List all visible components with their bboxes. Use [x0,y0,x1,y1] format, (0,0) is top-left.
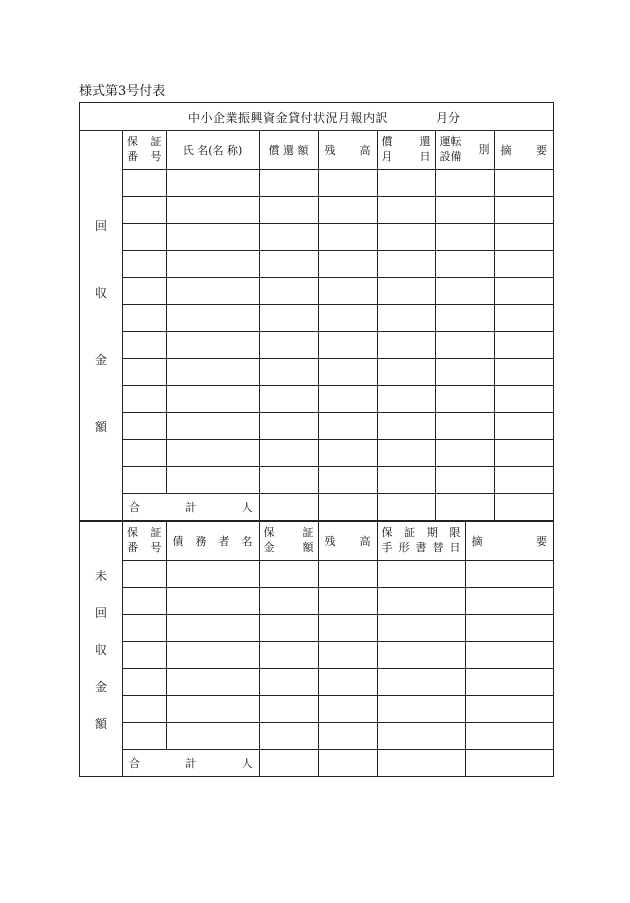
table-row [123,669,553,696]
entry-cell[interactable] [166,561,259,588]
table-row [123,332,553,359]
side-char: 額 [94,419,107,434]
entry-cell[interactable] [259,359,318,386]
table-row [123,359,553,386]
side-char: 未 [94,568,107,583]
total-label-char: 合 [129,757,140,770]
entry-cell[interactable] [259,332,318,359]
collected-header-row [123,131,553,170]
entry-cell[interactable] [494,386,553,413]
entry-cell[interactable] [318,278,377,305]
entry-cell[interactable] [166,440,259,467]
entry-cell[interactable] [318,305,377,332]
entry-cell[interactable] [166,642,259,669]
entry-cell[interactable] [494,440,553,467]
entry-cell[interactable] [318,615,377,642]
entry-cell[interactable] [123,251,166,278]
entry-cell[interactable] [377,723,465,750]
report-title: 中小企業振興資金貸付状況月報内訳 [188,111,389,125]
entry-cell[interactable] [377,170,435,197]
entry-cell[interactable] [377,669,465,696]
entry-cell[interactable] [166,696,259,723]
entry-cell[interactable] [318,669,377,696]
entry-cell[interactable] [259,170,318,197]
entry-cell[interactable] [166,224,259,251]
entry-cell[interactable] [465,642,553,669]
entry-cell[interactable] [494,467,553,494]
entry-cell[interactable] [435,170,494,197]
total-cell[interactable] [318,494,377,521]
entry-cell[interactable] [318,386,377,413]
total-cell[interactable] [259,494,318,521]
entry-cell[interactable] [123,669,166,696]
table-row [123,642,553,669]
side-char: 額 [94,716,107,731]
table-row [123,413,553,440]
entry-cell[interactable] [259,386,318,413]
entry-cell[interactable] [377,224,435,251]
uncollected-table [123,522,553,776]
entry-cell[interactable] [166,197,259,224]
form-number-label: 様式第3号付表 [79,84,166,99]
entry-cell[interactable] [435,440,494,467]
total-cell[interactable] [377,750,465,777]
entry-cell[interactable] [318,723,377,750]
entry-cell[interactable] [123,170,166,197]
table-row [123,723,553,750]
entry-cell[interactable] [123,386,166,413]
collected-table [123,131,553,520]
entry-cell[interactable] [123,467,166,494]
entry-cell[interactable] [377,561,465,588]
entry-cell[interactable] [318,696,377,723]
entry-cell[interactable] [318,251,377,278]
entry-cell[interactable] [123,305,166,332]
entry-cell[interactable] [494,305,553,332]
side-char: 収 [94,285,107,300]
total-label-char: 合 [129,501,140,514]
header-name: 氏 名(名 称) [166,131,259,170]
side-char: 金 [94,352,107,367]
entry-cell[interactable] [435,386,494,413]
entry-cell[interactable] [377,332,435,359]
entry-cell[interactable] [318,197,377,224]
entry-cell[interactable] [465,588,553,615]
entry-cell[interactable] [259,278,318,305]
entry-cell[interactable] [494,359,553,386]
table-row [123,386,553,413]
entry-cell[interactable] [259,413,318,440]
entry-cell[interactable] [259,669,318,696]
entry-cell[interactable] [435,224,494,251]
entry-cell[interactable] [318,561,377,588]
entry-cell[interactable] [377,440,435,467]
table-row [123,561,553,588]
header-guarantee-deadline: 保 証 期 限 手 形 書 替 日 [377,522,465,561]
entry-cell[interactable] [377,413,435,440]
side-char: 金 [94,679,107,694]
entry-cell[interactable] [377,197,435,224]
header-guarantee-amount: 保 証 金 額 [259,522,318,561]
total-row [123,750,553,777]
table-row [123,440,553,467]
table-row [123,278,553,305]
header-operating-equipment: 運転 設備 別 [435,131,494,170]
entry-cell[interactable] [166,386,259,413]
entry-cell[interactable] [494,278,553,305]
collected-section [80,131,553,522]
entry-cell[interactable] [123,561,166,588]
total-label [123,750,259,777]
entry-cell[interactable] [166,359,259,386]
entry-cell[interactable] [166,278,259,305]
header-debtor-name: 債 務 者 名 [166,522,259,561]
entry-cell[interactable] [166,588,259,615]
entry-cell[interactable] [318,224,377,251]
entry-cell[interactable] [166,467,259,494]
entry-cell[interactable] [465,669,553,696]
entry-cell[interactable] [123,413,166,440]
entry-cell[interactable] [494,332,553,359]
header-guarantee-number: 保 証 番 号 [123,522,166,561]
entry-cell[interactable] [318,440,377,467]
entry-cell[interactable] [123,332,166,359]
entry-cell[interactable] [494,224,553,251]
entry-cell[interactable] [318,413,377,440]
entry-cell[interactable] [318,170,377,197]
total-cell[interactable] [259,750,318,777]
entry-cell[interactable] [166,723,259,750]
entry-cell[interactable] [259,642,318,669]
side-char: 回 [94,218,107,233]
total-cell[interactable] [494,494,553,521]
entry-cell[interactable] [259,696,318,723]
table-row [123,251,553,278]
entry-cell[interactable] [377,305,435,332]
total-label-char: 計 [185,757,197,770]
entry-cell[interactable] [166,332,259,359]
header-balance: 残 高 [318,131,377,170]
table-row [123,588,553,615]
table-row [123,224,553,251]
table-row [123,696,553,723]
entry-cell[interactable] [123,224,166,251]
entry-cell[interactable] [435,278,494,305]
entry-cell[interactable] [166,251,259,278]
entry-cell[interactable] [259,467,318,494]
entry-cell[interactable] [259,305,318,332]
entry-cell[interactable] [435,467,494,494]
entry-cell[interactable] [494,251,553,278]
entry-cell[interactable] [377,467,435,494]
entry-cell[interactable] [377,696,465,723]
entry-cell[interactable] [123,696,166,723]
header-repayment-date: 償 還 月 日 [377,131,435,170]
uncollected-side-label [80,522,123,776]
entry-cell[interactable] [435,413,494,440]
side-char: 収 [94,642,107,657]
header-guarantee-number: 保 証 番 号 [123,131,166,170]
entry-cell[interactable] [435,332,494,359]
total-label-char: 計 [185,501,197,514]
entry-cell[interactable] [259,723,318,750]
entry-cell[interactable] [465,561,553,588]
entry-cell[interactable] [435,197,494,224]
side-char: 回 [94,605,107,620]
entry-cell[interactable] [377,251,435,278]
entry-cell[interactable] [123,440,166,467]
entry-cell[interactable] [123,197,166,224]
entry-cell[interactable] [318,642,377,669]
loan-report-sheet [79,102,554,777]
entry-cell[interactable] [259,615,318,642]
table-row [123,170,553,197]
table-row [123,615,553,642]
entry-cell[interactable] [318,332,377,359]
entry-cell[interactable] [377,642,465,669]
total-row [123,494,553,521]
total-label [123,494,259,521]
entry-cell[interactable] [318,359,377,386]
entry-cell[interactable] [494,413,553,440]
header-repayment-amount: 償 還 額 [259,131,318,170]
entry-cell[interactable] [435,305,494,332]
entry-cell[interactable] [166,413,259,440]
entry-cell[interactable] [377,386,435,413]
entry-cell[interactable] [259,561,318,588]
entry-cell[interactable] [166,669,259,696]
header-remarks: 摘 要 [465,522,553,561]
entry-cell[interactable] [259,224,318,251]
table-row [123,467,553,494]
entry-cell[interactable] [465,615,553,642]
total-label-char: 人 [241,501,253,514]
title-row [80,103,553,131]
table-row [123,197,553,224]
entry-cell[interactable] [435,251,494,278]
entry-cell[interactable] [494,170,553,197]
total-label-char: 人 [241,757,253,770]
entry-cell[interactable] [377,359,435,386]
entry-cell[interactable] [166,170,259,197]
collected-side-label [80,131,123,520]
entry-cell[interactable] [123,359,166,386]
header-remarks: 摘 要 [494,131,553,170]
entry-cell[interactable] [259,588,318,615]
entry-cell[interactable] [494,197,553,224]
entry-cell[interactable] [123,723,166,750]
table-row [123,305,553,332]
total-cell[interactable] [435,494,494,521]
total-cell[interactable] [318,750,377,777]
entry-cell[interactable] [259,251,318,278]
entry-cell[interactable] [377,588,465,615]
entry-cell[interactable] [318,467,377,494]
entry-cell[interactable] [166,305,259,332]
entry-cell[interactable] [259,440,318,467]
uncollected-section [80,522,553,776]
entry-cell[interactable] [123,588,166,615]
entry-cell[interactable] [123,615,166,642]
entry-cell[interactable] [465,723,553,750]
entry-cell[interactable] [318,588,377,615]
entry-cell[interactable] [259,197,318,224]
month-label: 月分 [436,111,461,125]
total-cell[interactable] [465,750,553,777]
entry-cell[interactable] [123,278,166,305]
entry-cell[interactable] [166,615,259,642]
entry-cell[interactable] [377,615,465,642]
total-cell[interactable] [377,494,435,521]
uncollected-header-row [123,522,553,561]
entry-cell[interactable] [435,359,494,386]
entry-cell[interactable] [377,278,435,305]
entry-cell[interactable] [465,696,553,723]
header-balance: 残 高 [318,522,377,561]
entry-cell[interactable] [123,642,166,669]
